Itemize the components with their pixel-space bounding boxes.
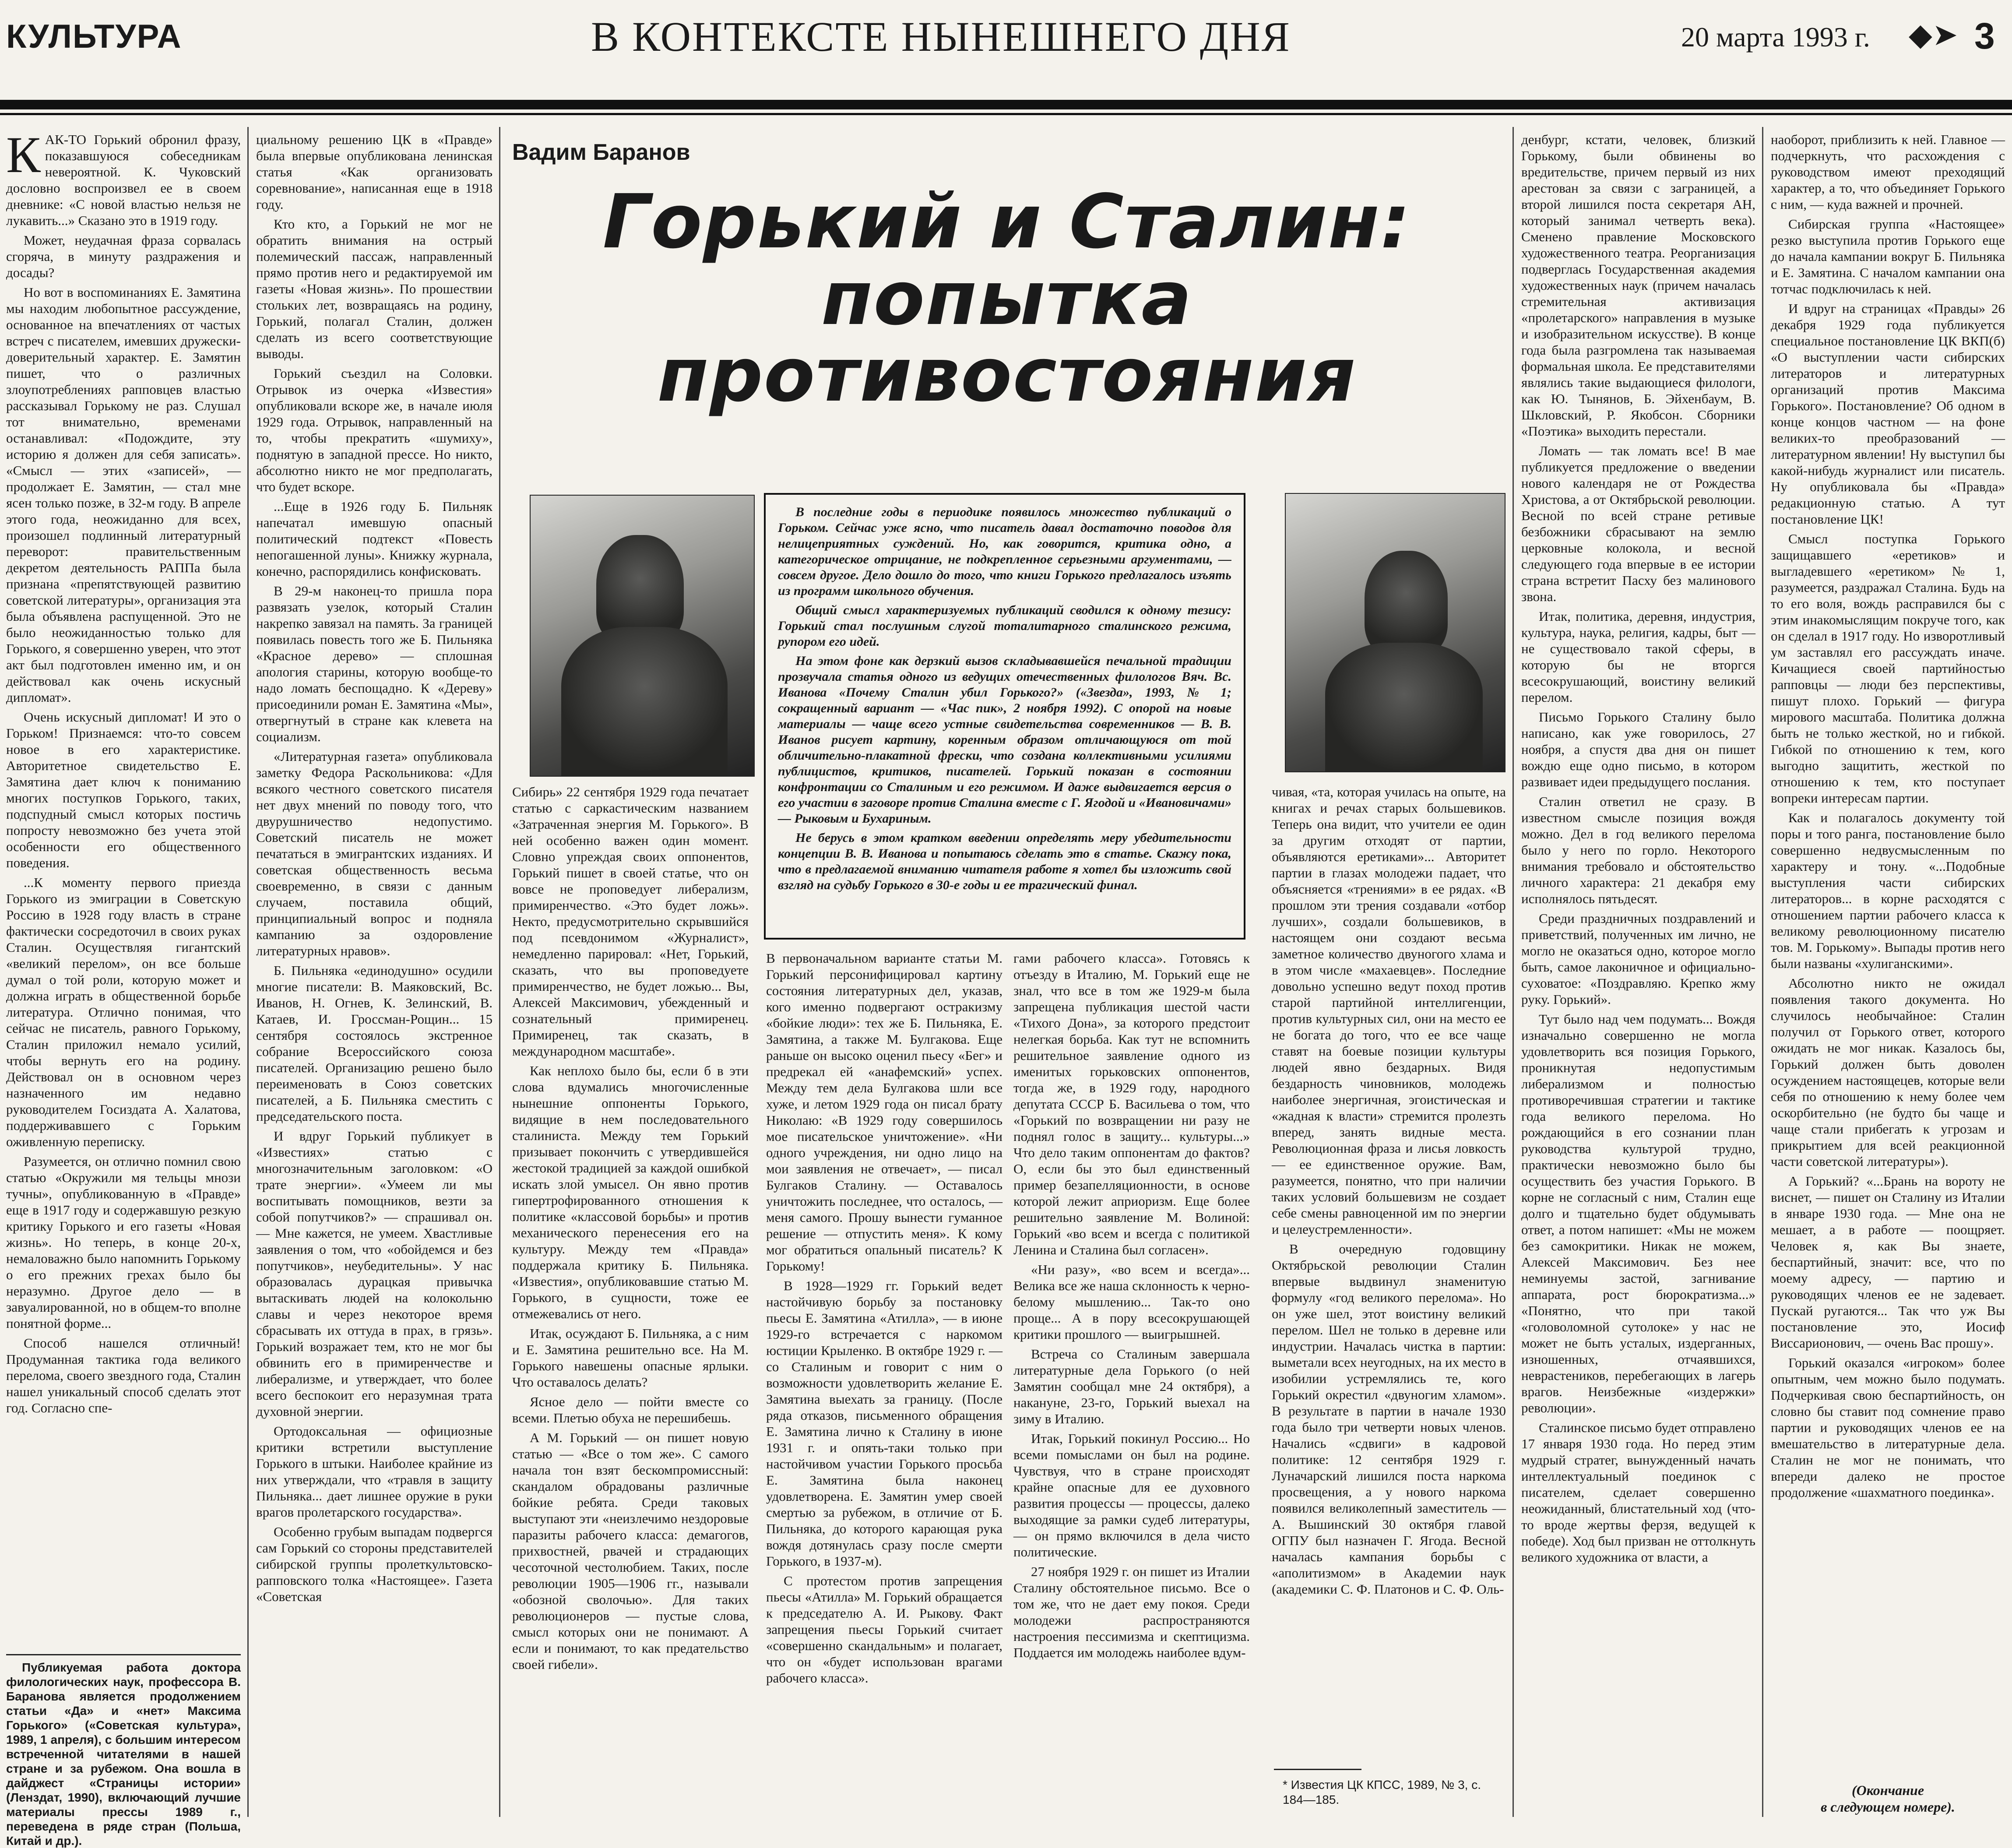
paragraph: Способ нашелся отличный! Продуманная тактика года великого перелома, своего звездного года, Сталин нашел уникальный способ сделать этот год. Согласно спе- [6,1335,241,1415]
paragraph: Смысл поступка Горького защищавшего «еретиков» и выгладевшего «еретиком» № 1, разумеется, раздражал Сталина. Будь на то его воля, вождь расправился бы с этим инакомыслящим покруче того, как он сделал в 1917 году. Но изворотливый ум заставлял его рассуждать иначе. Кичащиеся своей партийностью рапповцы — люди без перспективы, пишут плохо. Горький — фигура мирового масштаба. Политика должна быть не только жесткой, но и гибкой. Гибкой по отношению к тем, кого выгодно защитить, жесткой по отношению к тем, кто поступает вопреки интересам партии. [1771,531,2005,806]
paragraph: Итак, Горький покинул Россию... Но всеми помыслами он был на родине. Чувствуя, что в стране происходят крайне опасные для ее духовного развития процессы — процессы, далеко выходящие за рамки судеб литературы, — он прямо включился в дела чисто политические. [1013,1431,1250,1559]
paragraph: Как и полагалось документу той поры и того ранга, постановление было совершенно недвусмысленным по характеру и тону. «...Подобные выступления части сибирских литераторов... в корне расходятся с отношением партии рабочего класса к великому революционному писателю тов. М. Горькому». Выпады против него были названы «хулиганскими». [1771,810,2005,971]
continuation-line: (Окончание [1851,1782,1924,1798]
portrait-head-shape [1365,551,1448,656]
paragraph: И вдруг Горький публикует в «Известиях» статью с многозначительным заголовком: «О трате энергии». «Умеем ли мы воспитывать помощников, везти за собой попутчиков?» — спрашивал он. — Мне кажется, не умеем. Хвастливые заявления о том, что «обойдемся и без попутчиков», неубедительны». У нас образовалась дурацкая привычка вытаскивать людей на колокольню славы и через некоторое время сбрасывать их оттуда в прах, в грязь». Горький возражает тем, кто не мог бы обвинить его в примиренчестве и либерализме, и утверждает, что более всего беспокоит его неразумная трата духовной энергии. [256,1128,492,1419]
author-bio-note [6,1660,241,1848]
arrow-icon: ◆➤ [1909,17,1958,53]
paragraph: «Литературная газета» опубликовала заметку Федора Раскольникова: «Для всякого честного советского писателя нет двух мнений по поводу того, что двурушничество недопустимо. Советский писатель не может печататься в эмигрантских изданиях. И советская общественность весьма своевременно, в связи с данным случаем, поставила общий, принципиальный вопрос и подняла кампанию за оздоровление литературных нравов». [256,749,492,958]
paragraph: С протестом против запрещения пьесы «Атилла» М. Горький обращается к председателю А. И. Рыкову. Факт запрещения пьесы Горький считает «совершенно скандальным» и полагает, что он «будет использован врагами рабочего класса». [766,1573,1002,1686]
bio-note-text: Публикуемая работа доктора филологических наук, профессора В. Баранова является продолжением статьи «Да» и «нет» Максима Горького» («Советская культура», 1989, 1 апреля), с большим интересом встреченной читателями в нашей стране и за рубежом. Она вошла в дайджест «Страницы истории» (Ленздат, 1990), включающий лучшие материалы прессы 1989 г., переведена в ряде стран (Польша, Китай и др.). [6,1661,241,1848]
continuation-line: в следующем номере). [1821,1799,1955,1815]
bio-note-rule [6,1654,241,1655]
paragraph: Среди праздничных поздравлений и приветствий, полученных им лично, не могло не оказаться одно, которое могло быть, самое лаконичное и официально-суховатое: «Поздравляю. Крепко жму руку. Горький». [1521,911,1755,1007]
article-column-5 [1013,950,1250,1817]
paragraph: наоборот, приблизить к ней. Главное — подчеркнуть, что расхождения с руководством имеют преходящий характер, а то, что объединяет Горького с ним, — куда важней и прочней. [1771,132,2005,212]
article-headline [508,179,1506,419]
gorky-portrait-photo [530,495,755,777]
paragraph: Горький оказался «игроком» более опытным, чем можно было подумать. Подчеркивая свою беспартийность, он словно бы ставит под сомнение право партии и руководящих членов ее на вмешательство в литературные дела. Сталин не мог не понимать, что впереди далеко не простое продолжение «шахматного поединка». [1771,1355,2005,1500]
paragraph: Как неплохо было бы, если б в эти слова вдумались многочисленные нынешние оппоненты Горького, видящие в нем последовательного сталиниста. Между тем Горький призывает покончить с утвердившейся жестокой традицией за каждой ошибкой искать злой умысел. Он явно против гипертрофированного отношения к политике «классовой борьбы» и против механического перенесения его на культуру. Между тем «Правда» поддержала критику Б. Пильняка. «Известия», опубликовавшие статью М. Горького, в сущности, тоже ее отмежевались от него. [512,1063,749,1321]
paragraph: А М. Горький — он пишет новую статью — «Все о том же». С самого начала тон взят бескомпромиссный: скандалом обрадованы различные бойкие ребята. Среди таковых выступают эти «неизлечимо нездоровые паразиты рабочего класса: демагогов, прихвостней, рвачей и страдающих чесоточной честолюбием. Таких, после революции 1905—1906 гг., называли «обозной сволочью». Для таких революционеров — пустые слова, смысл которых они не понимают. А если и понимают, то как предательство своей гибели». [512,1430,749,1672]
intro-paragraph: Общий смысл характеризуемых публикаций сводился к одному тезису: Горький стал послушным слугой тоталитарного сталинского режима, рупором его идей. [778,603,1231,649]
paragraph: чивая, «та, которая училась на опыте, на книгах и речах старых большевиков. Теперь она видит, что учители ее один за другим отходят от партии, объявляются еретиками»... Авторитет партии в глазах молодежи падает, что объясняется «трениями» в ее рядах. «В прошлом эти трения создавали «отбор лучших», создали большевиков, в настоящем они создают весьма заметное количество двуногого хлама и в этом числе «махаевцев». Последние довольно успешно ведут поход против старой партийной интеллигенции, против культурных сил, они на место ее не богата до того, что ее все чаще ставят на боевые позиции культуры людей явно бездарных. Видя бездарность чиновников, молодежь наиболее энергичная, эгоистическая и «жадная к власти» стремится пролезть вперед, занять видные места. Революционная фраза и лисья ловкость — ее единственное оружие. Вам, разумеется, понятно, что при наличии таких условий большевизм не создает себе смены равноценной им по энергии и целеустремленности». [1272,784,1506,1237]
paragraph: 27 ноября 1929 г. он пишет из Италии Сталину обстоятельное письмо. Все о том же, что не дает ему покоя. Среди молодежи распространяются настроения пессимизма и скептицизма. Поддается им молодежь наиболее вдум- [1013,1564,1250,1660]
paragraph: Встреча со Сталиным завершала литературные дела Горького (о ней Замятин сообщал мне 24 октября), а накануне, 23-го, Горький выехал на зиму в Италию. [1013,1346,1250,1426]
article-intro-box [764,493,1245,940]
paragraph: ...К моменту первого приезда Горького из эмиграции в Советскую Россию в 1928 году власть в стране фактически сосредоточил в своих руках Сталин. Осуществляя гигантский «великий перелом», он все больше думал о той роли, которую может и должна играть в общественной борьбе литература. Отлично понимая, что сейчас не писатель, равного Горькому, Сталин приложил немало усилий, чтобы вернуть его на родину. Действовал он в основном через назначенного им недавно руководителем Госиздата А. Халатова, поддерживавшего с Горьким оживленную переписку. [6,875,241,1149]
article-author: Вадим Баранов [512,140,690,165]
paragraph: Может, неудачная фраза сорвалась сгоряча, в минуту раздражения и досады? [6,232,241,280]
paragraph: Разумеется, он отлично помнил свою статью «Окружили мя тельцы мнози тучны», опубликованную в «Правде» еще в 1917 году и содержавшую резкую критику Горького и его газеты «Новая жизнь». Но теперь, в конце 20-х, немаловажно было напомнить Горькому о его прежних грехах было бы неразумно. Другое дело — в завуалированной, но в общем-то вполне понятной форме... [6,1154,241,1331]
paragraph: Итак, политика, деревня, индустрия, культура, наука, религия, кадры, быт — не существовало такой сферы, в которую бы не вторгся всесокрушающий, воистину великий перелом. [1521,609,1755,705]
paragraph: Письмо Горького Сталину было написано, как уже говорилось, 27 ноября, а спустя два дня он пишет вождю еще одно письмо, в котором развивает идеи предыдущего послания. [1521,709,1755,789]
paragraph: В 1928—1929 гг. Горький ведет настойчивую борьбу за постановку пьесы Е. Замятина «Атилла», — в июне 1929-го встречается с наркомом юстиции Крыленко. В октябре 1929 г. — со Сталиным и говорит с ним о возможности удовлетворить желание Е. Замятина выехать за границу. (После ряда отказов, письменного обращения Е. Замятина лично к Сталину в июне 1931 г. и опять-таки только при настойчивом участии Горького просьба Е. Замятина была наконец удовлетворена. Е. Замятин умер своей смертью за рубежом, в отличие от Б. Пильняка, до которого карающая рука вождя дотянулась сразу после смерти Горького, в 1937-м). [766,1278,1002,1569]
paragraph: Кто кто, а Горький не мог не обратить внимания на острый полемический пассаж, направленный прямо против него и редактируемой им газеты «Новая жизнь». По прошествии стольких лет, возвращаясь на родину, Горький, полагал Сталин, должен сделать из всего соответствующие выводы. [256,216,492,361]
article-column-1 [6,126,241,1646]
paragraph: В первоначальном варианте статьи М. Горький персонифицировал картину состояния литературных дел, указав, кого именно подвергают остракизму «бойкие люди»: тех же Б. Пильняка, Е. Замятина, а также М. Булгакова. Еще раньше он высоко оценил пьесу «Бег» и предрекал ей «анафемский» успех. Между тем дела Булгакова шли все хуже, и летом 1929 года он писал брату Николаю: «В 1929 году совершилось мое писательское уничтожение». «Ни одного учреждения, ни одно лицо на мои заявления не отвечает», — писал Булгаков Сталину. — Оставалось уничтожить последнее, что осталось, — меня самого. Прошу вынести гуманное решение — отпустить меня». К кому мог обратиться опальный писатель? К Горькому! [766,950,1002,1274]
paragraph: Очень искусный дипломат! И это о Горьком! Признаемся: что-то совсем новое в его характеристике. Авторитетное свидетельство Е. Замятина дает ключ к пониманию многих поступков Горького, таких, подспудный смысл которых постичь попросту невозможно без учета этой особенности его общественного поведения. [6,709,241,870]
column-divider [1513,127,1514,1817]
portrait-body-shape [1325,643,1483,771]
paragraph: ...Еще в 1926 году Б. Пильняк напечатал имевшую опасный политический подтекст «Повесть непогашенной луны». Книжку журнала, конечно, распорядились конфисковать. [256,499,492,579]
section-rubric: КУЛЬТУРА [6,18,182,55]
column-divider [499,127,500,1817]
header-rule-thin [0,113,2012,115]
paragraph: гами рабочего класса». Готовясь к отъезду в Италию, М. Горький еще не знал, что все в том же 1929-м была запрещена публикация шестой части «Тихого Дона», за которого предстоит нелегкая борьба. Как тут не вспомнить решительное заявление одного из именитых горьковских оппонентов, тогда же, в 1929 году, народного депутата СССР Б. Васильева о том, что «Горький по возвращении ни разу не поднял голос в защиту... культуры...» Что дело таким оппонентам до фактов? О, если бы это был единственный пример безапелляционности, в основе которой лежит априоризм. Еще более решительно заявление М. Волиной: Горький «во всем и всегда с политикой Ленина и Сталина был согласен». [1013,950,1250,1257]
article-column-4 [766,950,1002,1817]
portrait-body-shape [561,627,728,776]
section-header-title: В КОНТЕКСТЕ НЫНЕШНЕГО ДНЯ [591,13,1291,60]
paragraph: Сибирь» 22 сентября 1929 года печатает статью с саркастическим названием «Затраченная энергия М. Горького». В ней особенно важен один момент. Словно упреждая своих оппонентов, Горький пишет в своей статье, что он вовсе не проповедует либерализм, примиренчество. «Это будет ложь». Некто, предусмотрительно скрывшийся под псевдонимом «Журналист», немедленно парировал: «Нет, Горький, сказать, что вы проповедуете примиренчество, не будет ложью... Вы, Алексей Максимович, убежденный и сознательный примиренец. Примиренец, так сказать, в международном масштабе». [512,784,749,1059]
article-column-3 [512,784,749,1817]
paragraph: А Горький? «...Брань на вороту не виснет, — пишет он Сталину из Италии в январе 1930 года. — Мне она не мешает, а в работе — поощряет. Человек я, как Вы знаете, беспартийный, значит: все, что по моему адресу, — партию и руководящих членов ее не задевает. Пускай ругаются... Так что уж Вы постановление это, Иосиф Виссарионович, — очень Вас прошу». [1771,1173,2005,1351]
paragraph: Особенно грубым выпадам подвергся сам Горький со стороны представителей сибирской группы пролеткультовско-рапповского толка «Настоящее». Газета «Советская [256,1524,492,1604]
issue-date: 20 марта 1993 г. [1681,21,1870,53]
paragraph: денбург, кстати, человек, близкий Горькому, были обвинены во вредительстве, причем первый из них арестован за связи с заграницей, а второй лишился поста секретаря АН, который занимал четверть века). Сменено правление Московского художественного театра. Реорганизация подверглась Государственная академия художественных наук (причем началась стремительная активизация «пролетарского» направления в музыке и изобразительном искусстве). В конце года была разгромлена так называемая формальная школа. Ее представителями являлись такие выдающиеся филологи, как Ю. Тынянов, Б. Эйхенбаум, В. Шкловский, Р. Якобсон. Сборники «Поэтика» выходить перестали. [1521,132,1755,439]
paragraph: Ортодоксальная — официозные критики встретили выступление Горького в штыки. Наиболее крайние из них утверждали, что «травля в защиту Пильняка... дает лишнее оружие в руки врагов пролетарского государства». [256,1423,492,1520]
paragraph: Сибирская группа «Настоящее» резко выступила против Горького еще до начала кампании вокруг Б. Пильняка и Е. Замятина. С началом кампании она тотчас подключилась к ней. [1771,216,2005,296]
column-divider [1762,127,1763,1817]
headline-line: Горький и Сталин: [602,179,1411,265]
paragraph: Сталинское письмо будет отправлено 17 января 1930 года. Но перед этим мудрый стратег, вынужденный начать интеллектуальный поединок с писателем, сделает совершенно неожиданный, блистательный ход (что-то вроде жертвы ферзя, ведущей к победе). Ход был призван не оттолкнуть великого художника от власти, а [1521,1420,1755,1565]
drop-cap: К [6,126,41,183]
paragraph: Тут было над чем подумать... Вождя изначально совершенно не могла удовлетворить вся позиция Горького, проникнутая недопустимым либерализмом и полностью противоречившая стратегии и тактике года великого перелома. Но рождающийся в его сознании план руководства культурой трудно, практически невозможно было бы осуществить без участия Горького. В корне не согласный с ним, Сталин еще долго и тщательно будет обдумывать ответ, а потом напишет: «Мы не можем без самокритики. Никак не можем, Алексей Максимович. Без нее неминуемы застой, загнивание аппарата, рост бюрократизма...» «Понятно, что при такой «головоломной сутолоке» у нас не может не быть усталых, издерганных, изношенных, отчаявшихся, неврастеников, перебегающих в лагерь врагов. Неизбежные «издержки» революции». [1521,1011,1755,1415]
paragraph: «Ни разу», «во всем и всегда»... Велика все же наша склонность к черно-белому мышлению... Так-то оно проще... А в пору всесокрушающей критики прошлого — выигрышней. [1013,1262,1250,1342]
paragraph: циальному решению ЦК в «Правде» была впервые опубликована ленинская статья «Как организовать соревнование», написанная еще в 1918 году. [256,132,492,212]
page-number: 3 [1974,15,1995,56]
continuation-note [1771,1782,2005,1815]
paragraph: Б. Пильняка «единодушно» осудили многие писатели: В. Маяковский, Вс. Иванов, Н. Огнев, К. Зелинский, В. Катаев, И. Гроссман-Рощин... 15 сентября состоялось экстренное собрание Всероссийского союза писателей. Организацию решено было переименовать в Союз советских писателей, а Б. Пильняка сместить с председательского поста. [256,963,492,1124]
footnote-rule [1274,1769,1361,1770]
paragraph: И вдруг на страницах «Правды» 26 декабря 1929 года публикуется специальное постановление ЦК ВКП(б) «О выступлении части сибирских литераторов и литературных организаций против Максима Горького». Постановление? Об одном в конце концов частном — на фоне великих-то преобразований — литературном явлении! Ну выступил бы какой-нибудь журналист или писатель. Ну опубликовала бы «Правда» редакционную статью. А тут постановление ЦК! [1771,301,2005,527]
paragraph: В очередную годовщину Октябрьской революции Сталин впервые выдвинул знаменитую формулу «год великого перелома». Но он уже шел, этот воистину великий перелом. Шел не только в деревне или индустрии. Началась чистка в партии: выметали всех неугодных, на их место в изобилии устремлялись те, кого Горький окрестил «двуногим хламом». В результате в партии в начале 1930 года было три четверти новых членов. Начались «сдвиги» в кадровой политике: 12 сентября 1929 г. Луначарский лишился поста наркома просвещения, а у нового наркома появился великолепный заместитель — А. Вышинский 30 октября главой ОГПУ был назначен Г. Ягода. Весной началась кампания борьбы с «аполитизмом» в Академии наук (академики С. Ф. Платонов и С. Ф. Оль- [1272,1241,1506,1597]
intro-paragraph: На этом фоне как дерзкий вызов складывавшейся печальной традиции прозвучала статья одного из ведущих отечественных филологов Вяч. Вс. Иванова «Почему Сталин убил Горького?» («Звезда», 1993, № 1; сокращенный вариант — «Час пик», 2 ноября 1992). С опорой на новые материалы — чаще всего устные свидетельства современников — В. В. Иванов рисует картину, коренным образом отличающуюся от той обличительно-плакатной фрески, что создана коллективными усилиями публицистов, критиков, писателей. Горький показан в состоянии конфронтации со Сталиным и его режимом. И даже выдвигается версия о его участии в заговоре против Сталина вместе с Г. Ягодой и «Ивановичами» — Рыковым и Бухариным. [778,654,1231,826]
paragraph: В 29-м наконец-то пришла пора развязать узелок, который Сталин накрепко завязал на память. За границей появилась повесть того же Б. Пильняка «Красное дерево» — сплошная апология старины, которую вообще-то надо ломать беспощадно. К «Дереву» присоединили роман Е. Замятина «Мы», отвергнутый в стране как клевета на социализм. [256,583,492,744]
paragraph: Ясное дело — пойти вместе со всеми. Плетью обуха не перешибешь. [512,1394,749,1426]
footnote: * Известия ЦК КПСС, 1989, № 3, с. 184—185. [1283,1778,1481,1806]
headline-line: попытка [821,255,1193,342]
stalin-portrait-photo [1285,493,1505,772]
headline-line: противостояния [657,332,1357,419]
paragraph: Сталин ответил не сразу. В известном смысле позиция вождя можно. Дел в год великого перелома было у него по горло. Некоторого внимания требовало и обстоятельство личного характера: 21 декабря ему исполнялось пятьдесят. [1521,794,1755,906]
paragraph: АК-ТО Горький обронил фразу, показавшуюся собеседникам невероятной. К. Чуковский дословно воспроизвел ее в своем дневнике: «С новой властью нельзя не лукавить...» Сказано это в 1919 году. [6,132,241,228]
paragraph: Ломать — так ломать все! В мае публикуется предложение о введении нового календаря не от Рождества Христова, а от Октябрьской революции. Весной по всей стране ретивые безбожники сбрасывают на землю церковные колокола, и весной следующего года впервые в ее истории страна встретит Пасху без малинового звона. [1521,443,1755,604]
article-column-2 [256,131,492,1817]
article-column-6 [1272,784,1506,1764]
paragraph: Абсолютно никто не ожидал появления такого документа. Но случилось необычайное: Сталин получил от Горького ответ, которого ожидать не мог никак. Казалось бы, Горький должен быть доволен осуждением настоящецев, которые вели себя по отношению к нему более чем оскорбительно (не будто бы чаще и чаще стали прибегать к угрозам и прикрытием для всей реакционной части советской литературы»). [1771,975,2005,1169]
article-column-8 [1771,131,2005,1760]
header-rule-thick [0,100,2012,109]
intro-paragraph: В последние годы в периодике появилось множество публикаций о Горьком. Сейчас уже ясно, что писатель давал достаточно поводов для нелицеприятных суждений. Но, как говорится, критика одно, а категорическое отрицание, не подкрепленное серьезными аргументами, — совсем другое. Дело дошло до того, что книги Горького предлагалось изъять из программ школьного обучения. [778,505,1231,598]
paragraph: Итак, осуждают Б. Пильняка, а с ним и Е. Замятина решительно все. На М. Горького навешены опасные ярлыки. Что оставалось делать? [512,1326,749,1390]
intro-paragraph: Не берусь в этом кратком введении определять меру убедительности концепции В. В. Иванова и попытаюсь сделать это в статье. Скажу пока, что в предлагаемой вниманию читателя работе я хотел бы изложить свой взгляд на судьбу Горького в 30-е годы и ее трагический финал. [778,831,1231,892]
article-column-7 [1521,131,1755,1817]
paragraph: Горький съездил на Соловки. Отрывок из очерка «Известия» опубликовали вскоре же, в начале июля 1929 года. Отрывок, направленный на то, чтобы прекратить «шумиху», поднятую в западной прессе. Но никто, абсолютно никто не мог предполагать, что будет вскоре. [256,366,492,494]
column-divider [247,127,249,1817]
paragraph: Но вот в воспоминаниях Е. Замятина мы находим любопытное рассуждение, основанное на впечатлениях от частых встреч с писателем, имевших дружески-доверительный характер. Е. Замятин пишет, что о различных злоупотреблениях рапповцев властью рассказывал Горькому не раз. Слушал тот внимательно, временами останавливал: «Подождите, эту историю я должен для себя записать». «Смысл — этих «записей», — продолжает Е. Замятин, — стал мне ясен только позже, в 32-м году. В апреле этого года, неожиданно для всех, произошел подлинный литературный переворот: правительственным декретом деятельность РАППа была признана «препятствующей развитию советской литературы», организация эта была объявлена распущенной. Это не было неожиданностью только для Горького, я совершенно уверен, что этот акт был подготовлен именно им, и он действовал как очень искусный дипломат». [6,285,241,705]
